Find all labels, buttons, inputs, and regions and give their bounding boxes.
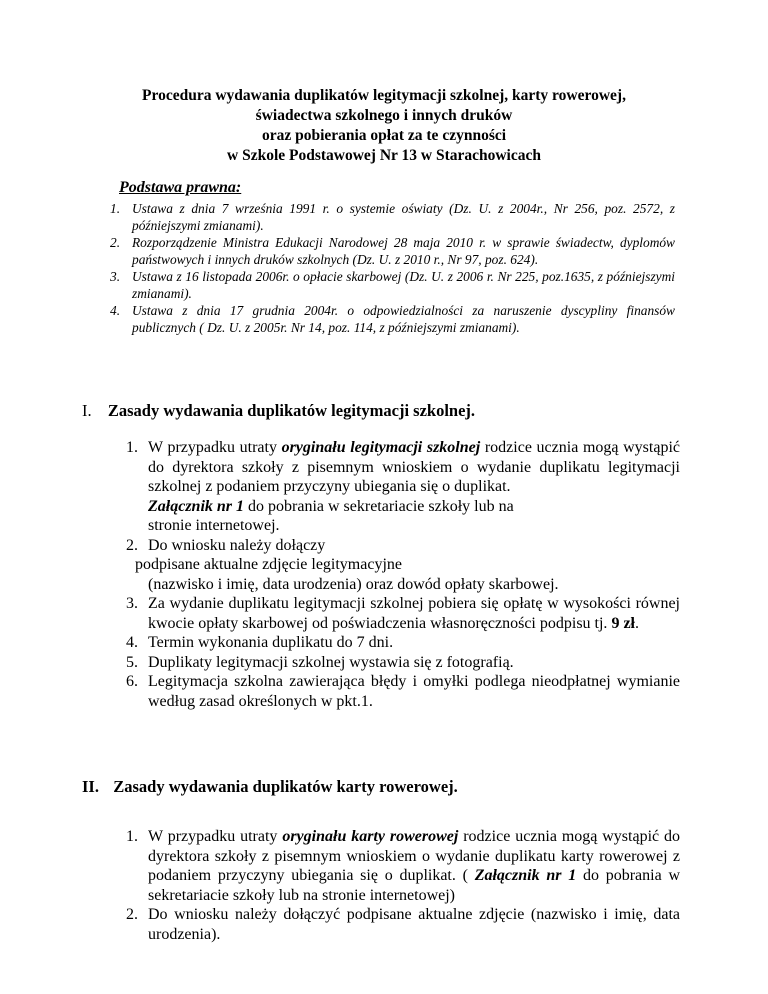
section-2-heading: [82, 777, 458, 797]
item-text: rodzice ucznia mogą wystąpić do dyrektora szkoły z pisemnym wnioskiem o wydanie duplikatu legitymacji szkolnej z podaniem przyczyny ubiegania się o duplikat.: [148, 439, 681, 495]
attachment-label: Załącznik nr 1: [148, 497, 245, 515]
item-number: 1.: [126, 439, 138, 456]
title-line-3: oraz pobierania opłat za te czynności: [261, 127, 507, 144]
item-text: Rozporządzenie Ministra Edukacji Narodowej 28 maja 2010 r. w sprawie świadectw, dyplomów państwowych i innych druków szkolnych (Dz. U. z 2010 r., Nr 97, poz. 624).: [132, 235, 675, 267]
attachment-text: do pobrania w sekretariacie szkoły lub na stronie internetowej.: [148, 497, 514, 534]
item-text: podpisane aktualne zdjęcie legitymacyjne: [135, 556, 402, 573]
title-line-2: świadectwa szkolnego i innych druków: [255, 107, 513, 124]
legal-basis-list: [110, 200, 675, 336]
item-text: W przypadku utraty: [148, 439, 282, 456]
legal-basis-heading: Podstawa prawna:: [119, 179, 242, 196]
section-1-item: [126, 672, 680, 711]
section-1-item: [126, 438, 680, 536]
item-number: 6.: [126, 673, 138, 690]
item-number: 4.: [126, 634, 138, 651]
emphasis-text: oryginału karty rowerowej: [282, 828, 459, 845]
item-number: 5.: [126, 653, 138, 671]
section-2-title: Zasady wydawania duplikatów karty rowerowej.: [113, 777, 458, 796]
fee-amount: 9 zł: [611, 614, 635, 632]
item-text: .: [634, 614, 639, 632]
item-text: Duplikaty legitymacji szkolnej wystawia się z fotografią.: [148, 653, 514, 671]
item-text: rodzice ucznia mogą wystąpić do dyrektora szkoły z pisemnym wnioskiem o wydanie duplikatu karty rowerowej z podaniem przyczyny ubiegania się o duplikat. (: [148, 828, 681, 884]
section-1-item: [126, 633, 680, 653]
legal-basis-item: [110, 268, 675, 302]
title-line-4: w Szkole Podstawowej Nr 13 w Starachowicach: [227, 147, 541, 164]
document-title: [60, 86, 708, 166]
item-number: 2.: [126, 536, 138, 554]
attachment-note: [148, 497, 548, 536]
item-number: 4.: [110, 303, 121, 318]
item-text: Za wydanie duplikatu legitymacji szkolnej pobiera się opłatę w wysokości równej kwocie opłaty skarbowej od poświadczenia własnoręczności podpisu tj.: [148, 595, 680, 632]
section-2-item: [126, 827, 680, 905]
section-1-heading: [82, 401, 475, 421]
item-number: 1.: [110, 201, 121, 216]
item-text: Do wniosku należy dołączyć podpisane aktualne zdjęcie (nazwisko i imię, data urodzenia).: [148, 906, 680, 943]
item-text: Ustawa z 16 listopada 2006r. o opłacie skarbowej (Dz. U. z 2006 r. Nr 225, poz.1635, z późniejszymi zmianami).: [132, 269, 675, 301]
section-1-title: Zasady wydawania duplikatów legitymacji szkolnej.: [107, 401, 476, 420]
section-2-number: II.: [82, 777, 99, 796]
item-text: (nazwisko i imię, data urodzenia) oraz dowód opłaty skarbowej.: [148, 575, 559, 593]
item-number: 2.: [126, 906, 138, 923]
section-1-item: [126, 536, 680, 595]
item-number: 1.: [126, 828, 138, 845]
item-text: Do wniosku należy dołączy: [148, 536, 326, 554]
section-1-item: [126, 653, 680, 673]
item-text: Termin wykonania duplikatu do 7 dni.: [148, 634, 394, 651]
legal-basis-item: [110, 234, 675, 268]
section-1-number: I.: [82, 401, 92, 420]
legal-basis-item: [110, 200, 675, 234]
attachment-label: Załącznik nr 1: [474, 867, 577, 884]
title-line-1: Procedura wydawania duplikatów legitymacji szkolnej, karty rowerowej,: [142, 87, 626, 104]
section-1-item: [126, 594, 680, 633]
item-text: Legitymacja szkolna zawierająca błędy i omyłki podlega nieodpłatnej wymianie według zasad określonych w pkt.1.: [148, 673, 680, 710]
section-1-list: [126, 438, 680, 711]
attachment-text: do pobrania w sekretariacie szkoły lub na stronie internetowej): [148, 867, 680, 904]
emphasis-text: oryginału legitymacji szkolnej: [281, 439, 481, 456]
legal-basis-item: [110, 302, 675, 336]
item-text: Ustawa z dnia 7 września 1991 r. o systemie oświaty (Dz. U. z 2004r., Nr 256, poz. 2572, z późniejszymi zmianami).: [132, 201, 675, 233]
section-2-item: [126, 905, 680, 944]
item-number: 2.: [110, 235, 121, 250]
item-number: 3.: [126, 595, 138, 612]
item-number: 3.: [110, 269, 121, 284]
section-2-list: [126, 827, 680, 944]
item-text: Ustawa z dnia 17 grudnia 2004r. o odpowiedzialności za naruszenie dyscypliny finansów publicznych ( Dz. U. z 2005r. Nr 14, poz. 114, z późniejszymi zmianami).: [132, 303, 675, 335]
item-text: W przypadku utraty: [148, 828, 283, 845]
